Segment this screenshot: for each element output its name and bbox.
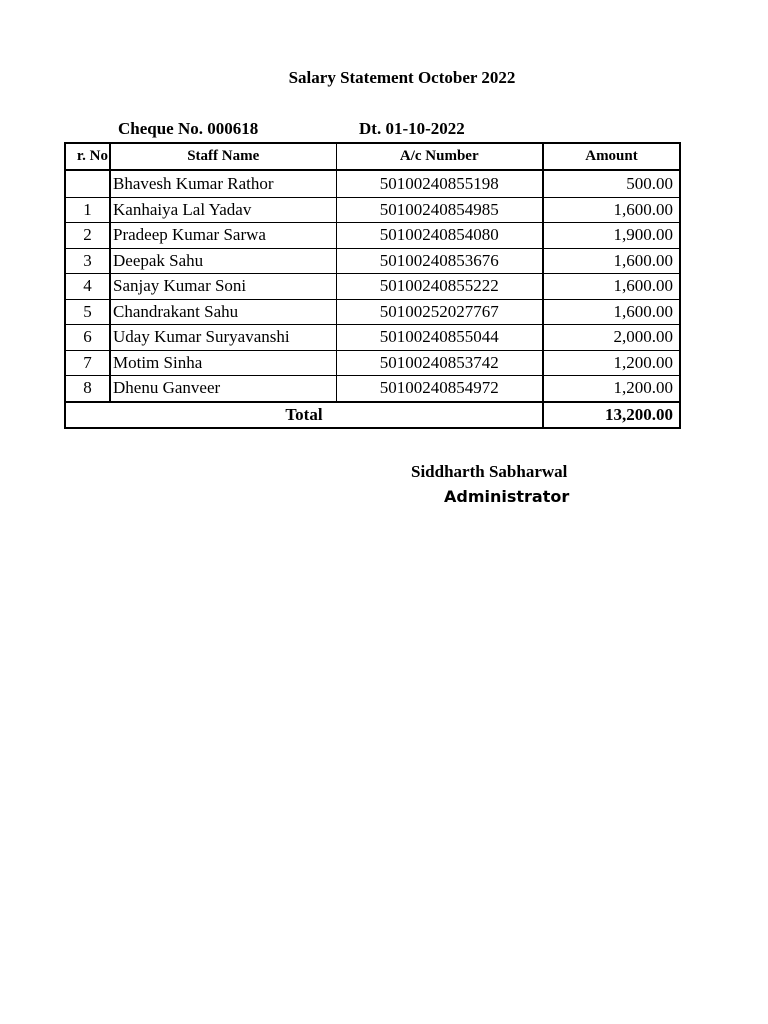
row-amount: 1,600.00 xyxy=(543,299,680,325)
row-amount: 1,600.00 xyxy=(543,197,680,223)
row-account-number: 50100240853676 xyxy=(336,248,543,274)
row-amount: 500.00 xyxy=(543,170,680,198)
row-sr-no: 7 xyxy=(65,350,110,376)
row-amount: 1,900.00 xyxy=(543,223,680,249)
signatory-name: Siddharth Sabharwal xyxy=(411,462,568,481)
row-amount: 1,200.00 xyxy=(543,376,680,402)
cheque-number: Cheque No. 000618 xyxy=(118,119,259,138)
row-account-number: 50100240854080 xyxy=(336,223,543,249)
header-account-number: A/c Number xyxy=(336,143,543,170)
header-sr-no: r. No xyxy=(65,143,110,170)
row-staff-name: Bhavesh Kumar Rathor xyxy=(110,170,336,198)
table-row xyxy=(65,350,680,376)
row-staff-name: Kanhaiya Lal Yadav xyxy=(110,197,336,223)
total-amount: 13,200.00 xyxy=(543,402,680,429)
row-staff-name: Dhenu Ganveer xyxy=(110,376,336,402)
table-row xyxy=(65,223,680,249)
row-sr-no: 3 xyxy=(65,248,110,274)
row-amount: 1,600.00 xyxy=(543,274,680,300)
row-account-number: 50100240854985 xyxy=(336,197,543,223)
row-amount: 1,600.00 xyxy=(543,248,680,274)
row-staff-name: Chandrakant Sahu xyxy=(110,299,336,325)
table-row xyxy=(65,376,680,402)
table-header-row xyxy=(65,143,680,170)
row-staff-name: Motim Sinha xyxy=(110,350,336,376)
table-row xyxy=(65,325,680,351)
row-sr-no: 5 xyxy=(65,299,110,325)
row-amount: 2,000.00 xyxy=(543,325,680,351)
cheque-date: Dt. 01-10-2022 xyxy=(359,119,465,138)
row-sr-no: 1 xyxy=(65,197,110,223)
row-account-number: 50100252027767 xyxy=(336,299,543,325)
total-label: Total xyxy=(65,402,543,429)
salary-table xyxy=(64,142,681,429)
row-staff-name: Pradeep Kumar Sarwa xyxy=(110,223,336,249)
table-row xyxy=(65,248,680,274)
total-row xyxy=(65,402,680,429)
row-sr-no: 2 xyxy=(65,223,110,249)
header-amount: Amount xyxy=(543,143,680,170)
header-staff-name: Staff Name xyxy=(110,143,336,170)
row-sr-no xyxy=(65,170,110,198)
row-staff-name: Uday Kumar Suryavanshi xyxy=(110,325,336,351)
row-sr-no: 6 xyxy=(65,325,110,351)
row-staff-name: Sanjay Kumar Soni xyxy=(110,274,336,300)
row-sr-no: 4 xyxy=(65,274,110,300)
table-row xyxy=(65,274,680,300)
row-amount: 1,200.00 xyxy=(543,350,680,376)
signatory-title: Administrator xyxy=(444,487,570,506)
row-account-number: 50100240853742 xyxy=(336,350,543,376)
row-account-number: 50100240855222 xyxy=(336,274,543,300)
row-account-number: 50100240855044 xyxy=(336,325,543,351)
row-sr-no: 8 xyxy=(65,376,110,402)
row-staff-name: Deepak Sahu xyxy=(110,248,336,274)
statement-title: Salary Statement October 2022 xyxy=(288,68,516,87)
row-account-number: 50100240855198 xyxy=(336,170,543,198)
table-row xyxy=(65,170,680,198)
table-row xyxy=(65,299,680,325)
table-row xyxy=(65,197,680,223)
row-account-number: 50100240854972 xyxy=(336,376,543,402)
